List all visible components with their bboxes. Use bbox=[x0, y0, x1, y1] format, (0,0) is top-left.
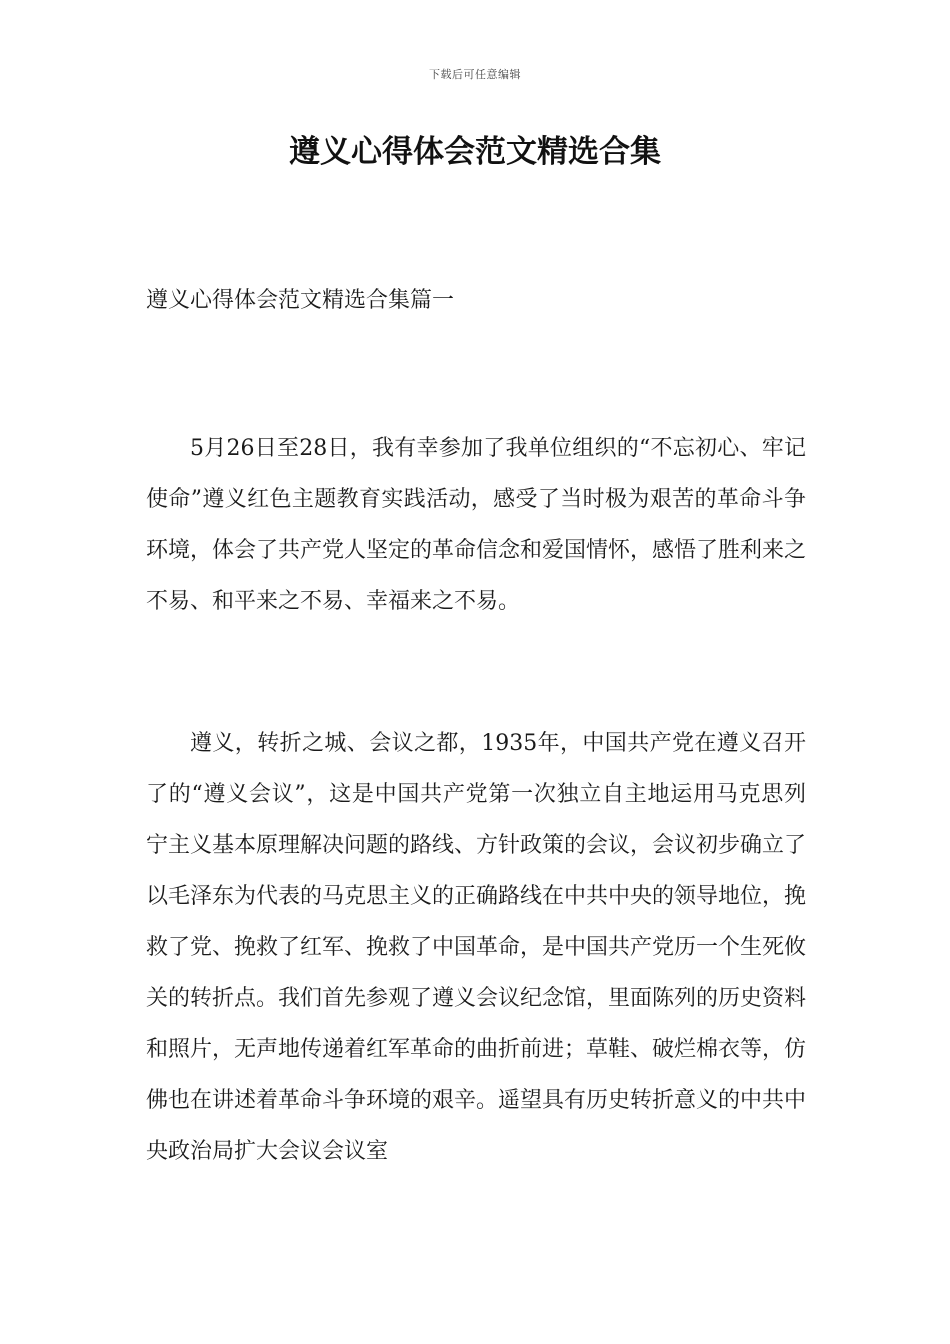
header-note: 下载后可任意编辑 bbox=[429, 68, 521, 81]
paragraph-1: 5月26日至28日，我有幸参加了我单位组织的“不忘初心、牢记使命”遵义红色主题教育实践活动，感受了当时极为艰苦的革命斗争环境，体会了共产党人坚定的革命信念和爱国情怀，感悟了胜利来之不易、和平来之不易、幸福来之不易。 bbox=[146, 436, 807, 614]
section-heading: 遵义心得体会范文精选合集篇一 bbox=[146, 288, 455, 313]
document-title: 遵义心得体会范文精选合集 bbox=[289, 134, 661, 170]
paragraph-2: 遵义，转折之城、会议之都，1935年，中国共产党在遵义召开了的“遵义会议”，这是中国共产党第一次独立自主地运用马克思列宁主义基本原理解决问题的路线、方针政策的会议，会议初步确立了以毛泽东为代表的马克思主义的正确路线在中共中央的领导地位，挽救了党、挽救了红军、挽救了中国革命，是中国共产党历一个生死攸关的转折点。我们首先参观了遵义会议纪念馆，里面陈列的历史资料和照片，无声地传递着红军革命的曲折前进；草鞋、破烂棉衣等，仿佛也在讲述着革命斗争环境的艰辛。遥望具有历史转折意义的中共中央政治局扩大会议会议室 bbox=[146, 731, 807, 1164]
